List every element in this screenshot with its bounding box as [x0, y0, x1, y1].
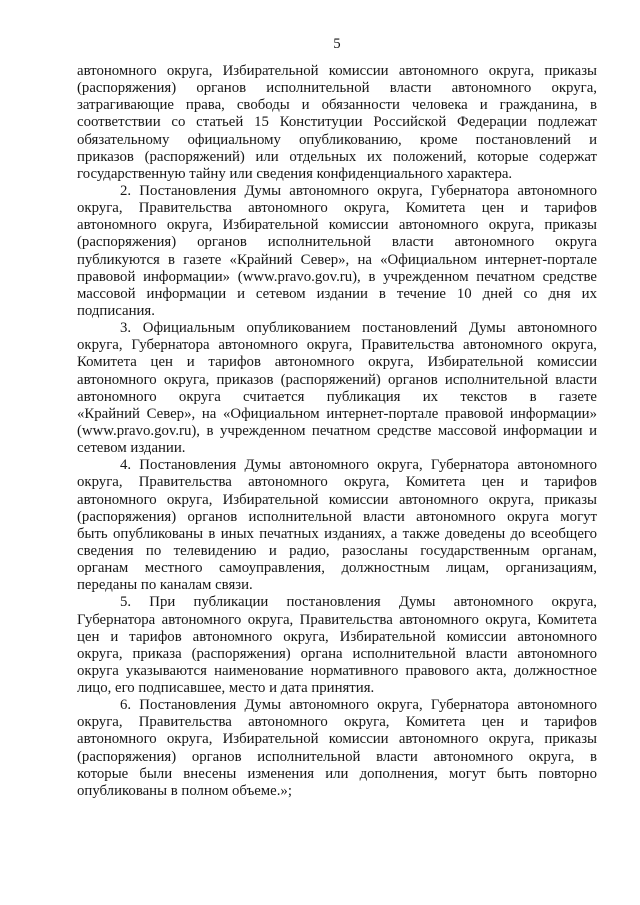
text-line: 5. При публикации постановления Думы автономного округа, — [120, 594, 597, 611]
text-line: которые были внесены изменения или дополнения, могут быть повторно — [77, 765, 597, 782]
text-line: соответствии со статьей 15 Конституции Российской Федерации подлежат — [77, 114, 597, 131]
text-line: сетевом издании. — [77, 440, 186, 457]
document-body — [77, 63, 597, 800]
text-line: цен и тарифов автономного округа, Избирательной комиссии автономного — [77, 628, 597, 645]
text-line: лицо, его подписавшее, место и дата принятия. — [77, 680, 375, 697]
text-line: затрагивающие права, свободы и обязанности человека и гражданина, в — [77, 97, 597, 114]
text-line: опубликованы в полном объеме.»; — [77, 782, 292, 799]
paragraph-continuation — [77, 63, 597, 183]
text-line: правовой информации» (www.pravo.gov.ru), в учрежденном печатном средстве — [77, 268, 597, 285]
text-line: приказов (распоряжений) или отдельных их положений, которые содержат — [77, 148, 597, 165]
text-line: быть опубликованы в иных печатных изданиях, а также доведены до всеобщего — [77, 525, 597, 542]
text-line: (распоряжения) органов исполнительной власти автономного округа, в — [77, 748, 597, 765]
text-line: публикуются в газете «Крайний Север», на «Официальном интернет-портале — [77, 251, 597, 268]
paragraph-item-2 — [77, 183, 597, 320]
text-line: автономного округа считается публикация их текстов в газете — [77, 388, 597, 405]
text-line: Губернатора автономного округа, Правительства автономного округа, Комитета — [77, 611, 597, 628]
text-line: автономного округа, приказов (распоряжений) органов исполнительной власти — [77, 371, 597, 388]
text-line: подписания. — [77, 302, 155, 319]
paragraph-item-6 — [77, 697, 597, 800]
paragraph-item-3 — [77, 320, 597, 457]
text-line: округа, Губернатора автономного округа, Правительства автономного округа, — [77, 337, 597, 354]
text-line: автономного округа, Избирательной комиссии автономного округа, приказы — [77, 491, 597, 508]
text-line: органам местного самоуправления, должностным лицам, организациям, — [77, 560, 597, 577]
text-line: Комитета цен и тарифов автономного округа, Избирательной комиссии — [77, 354, 597, 371]
text-line: 3. Официальным опубликованием постановлений Думы автономного — [120, 320, 597, 337]
text-line: автономного округа, Избирательной комиссии автономного округа, приказы — [77, 63, 597, 79]
text-line: (распоряжения) органов исполнительной власти автономного округа могут — [77, 508, 597, 525]
text-line: округа указываются наименование нормативного правового акта, должностное — [77, 662, 597, 679]
text-line: сведения по телевидению и радио, разосланы государственным органам, — [77, 542, 597, 559]
text-line: (распоряжения) органов исполнительной власти автономного округа, — [77, 80, 597, 97]
text-line: переданы по каналам связи. — [77, 577, 253, 594]
text-line: (www.pravo.gov.ru), в учрежденном печатном средстве массовой информации и — [77, 422, 597, 439]
text-line: государственную тайну или сведения конфиденциального характера. — [77, 165, 513, 182]
text-line: автономного округа, Избирательной комиссии автономного округа, приказы — [77, 217, 597, 234]
text-line: 6. Постановления Думы автономного округа, Губернатора автономного — [120, 697, 597, 714]
text-line: «Крайний Север», на «Официальном интернет-портале правовой информации» — [77, 405, 597, 422]
text-line: 4. Постановления Думы автономного округа, Губернатора автономного — [120, 457, 597, 474]
text-line: (распоряжения) органов исполнительной власти автономного округа — [77, 234, 597, 251]
text-line: округа, Правительства автономного округа, Комитета цен и тарифов — [77, 474, 597, 491]
paragraph-item-5 — [77, 594, 597, 697]
text-line: массовой информации и сетевом издании в течение 10 дней со дня их — [77, 285, 597, 302]
text-line: округа, Правительства автономного округа, Комитета цен и тарифов — [77, 714, 597, 731]
page-number: 5 — [333, 36, 341, 52]
paragraph-item-4 — [77, 457, 597, 594]
text-line: 2. Постановления Думы автономного округа, Губернатора автономного — [120, 182, 597, 199]
text-line: обязательному официальному опубликованию, кроме постановлений и — [77, 131, 597, 148]
text-line: округа, Правительства автономного округа, Комитета цен и тарифов — [77, 200, 597, 217]
text-line: автономного округа, Избирательной комиссии автономного округа, приказы — [77, 731, 597, 748]
text-line: округа, приказа (распоряжения) органа исполнительной власти автономного — [77, 645, 597, 662]
